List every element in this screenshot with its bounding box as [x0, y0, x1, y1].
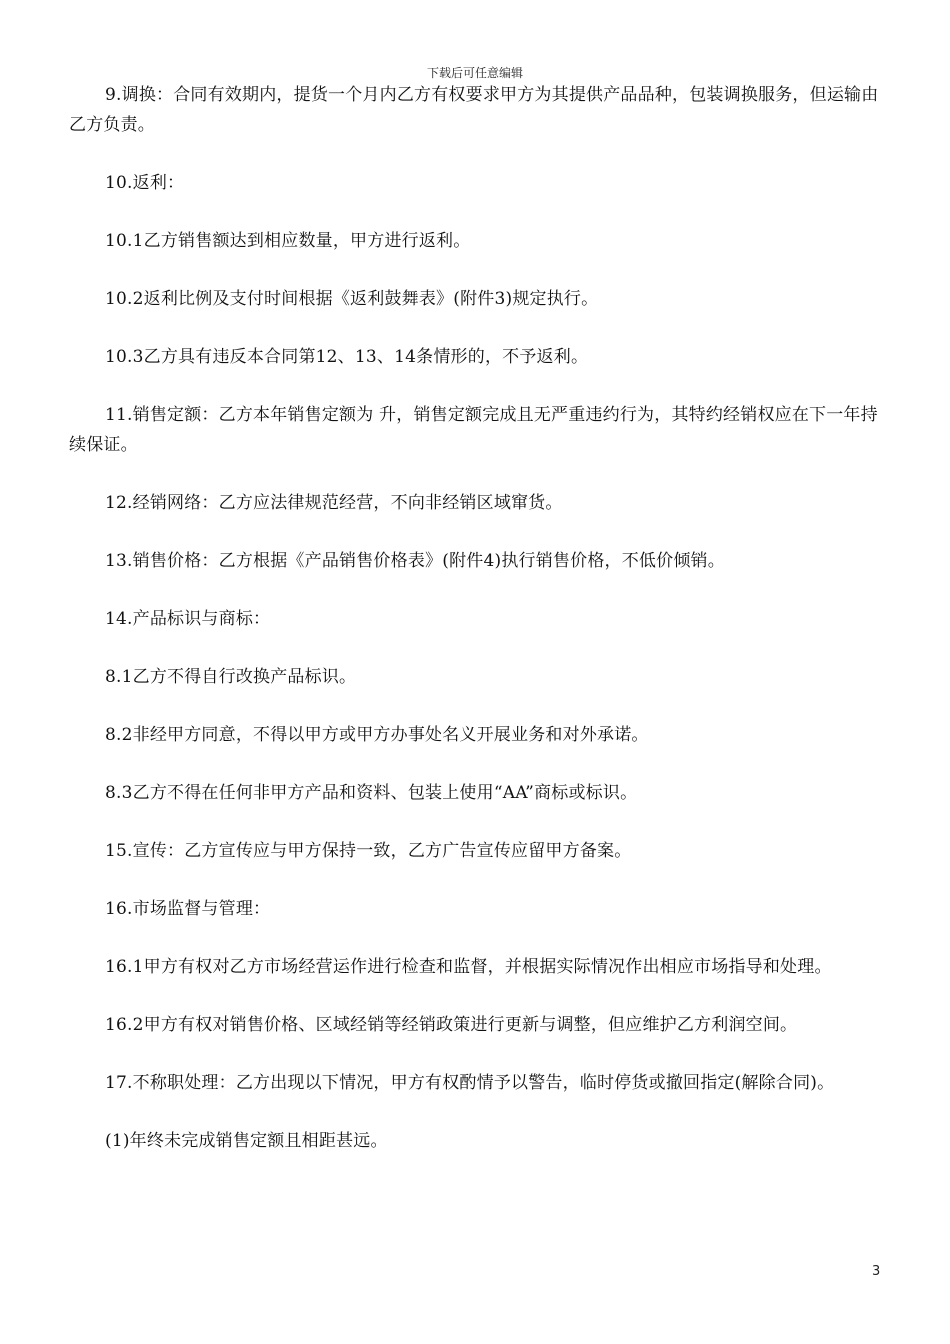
- clause-15-promotion: 15.宣传：乙方宣传应与甲方保持一致，乙方广告宣传应留甲方备案。: [105, 841, 632, 861]
- clause-14-trademark-heading: 14.产品标识与商标：: [105, 609, 271, 629]
- clause-10-3: 10.3乙方具有违反本合同第12、13、14条情形的，不予返利。: [105, 347, 589, 367]
- clause-8-2: 8.2非经甲方同意，不得以甲方或甲方办事处名义开展业务和对外承诺。: [105, 725, 649, 745]
- page-number: 3: [872, 1264, 881, 1279]
- clause-17-incompetence: 17.不称职处理：乙方出现以下情况，甲方有权酌情予以警告，临时停货或撤回指定(解除合同)。: [105, 1073, 835, 1093]
- document-body: [69, 80, 881, 1184]
- clause-12-distribution-network: 12.经销网络：乙方应法律规范经营，不向非经销区域窜货。: [105, 493, 563, 513]
- clause-9-exchange: 9.调换：合同有效期内，提货一个月内乙方有权要求甲方为其提供产品品种，包装调换服务，但运输由乙方负责。: [69, 85, 879, 135]
- clause-16-1: 16.1甲方有权对乙方市场经营运作进行检查和监督，并根据实际情况作出相应市场指导和处理。: [105, 957, 832, 977]
- clause-13-sales-price: 13.销售价格：乙方根据《产品销售价格表》(附件4)执行销售价格，不低价倾销。: [105, 551, 725, 571]
- clause-10-1: 10.1乙方销售额达到相应数量，甲方进行返利。: [105, 231, 471, 251]
- clause-10-rebate-heading: 10.返利：: [105, 173, 185, 193]
- clause-11-sales-quota: 11.销售定额：乙方本年销售定额为 升，销售定额完成且无严重违约行为，其特约经销权应在下一年持续保证。: [69, 405, 878, 455]
- clause-8-3: 8.3乙方不得在任何非甲方产品和资料、包装上使用“AA”商标或标识。: [105, 783, 638, 803]
- clause-17-item-1: (1)年终未完成销售定额且相距甚远。: [105, 1131, 388, 1151]
- clause-8-1: 8.1乙方不得自行改换产品标识。: [105, 667, 357, 687]
- clause-16-2: 16.2甲方有权对销售价格、区域经销等经销政策进行更新与调整，但应维护乙方利润空间。: [105, 1015, 798, 1035]
- clause-16-supervision-heading: 16.市场监督与管理：: [105, 899, 271, 919]
- page-header: 下载后可任意编辑: [426, 66, 523, 80]
- clause-10-2: 10.2返利比例及支付时间根据《返利鼓舞表》(附件3)规定执行。: [105, 289, 599, 309]
